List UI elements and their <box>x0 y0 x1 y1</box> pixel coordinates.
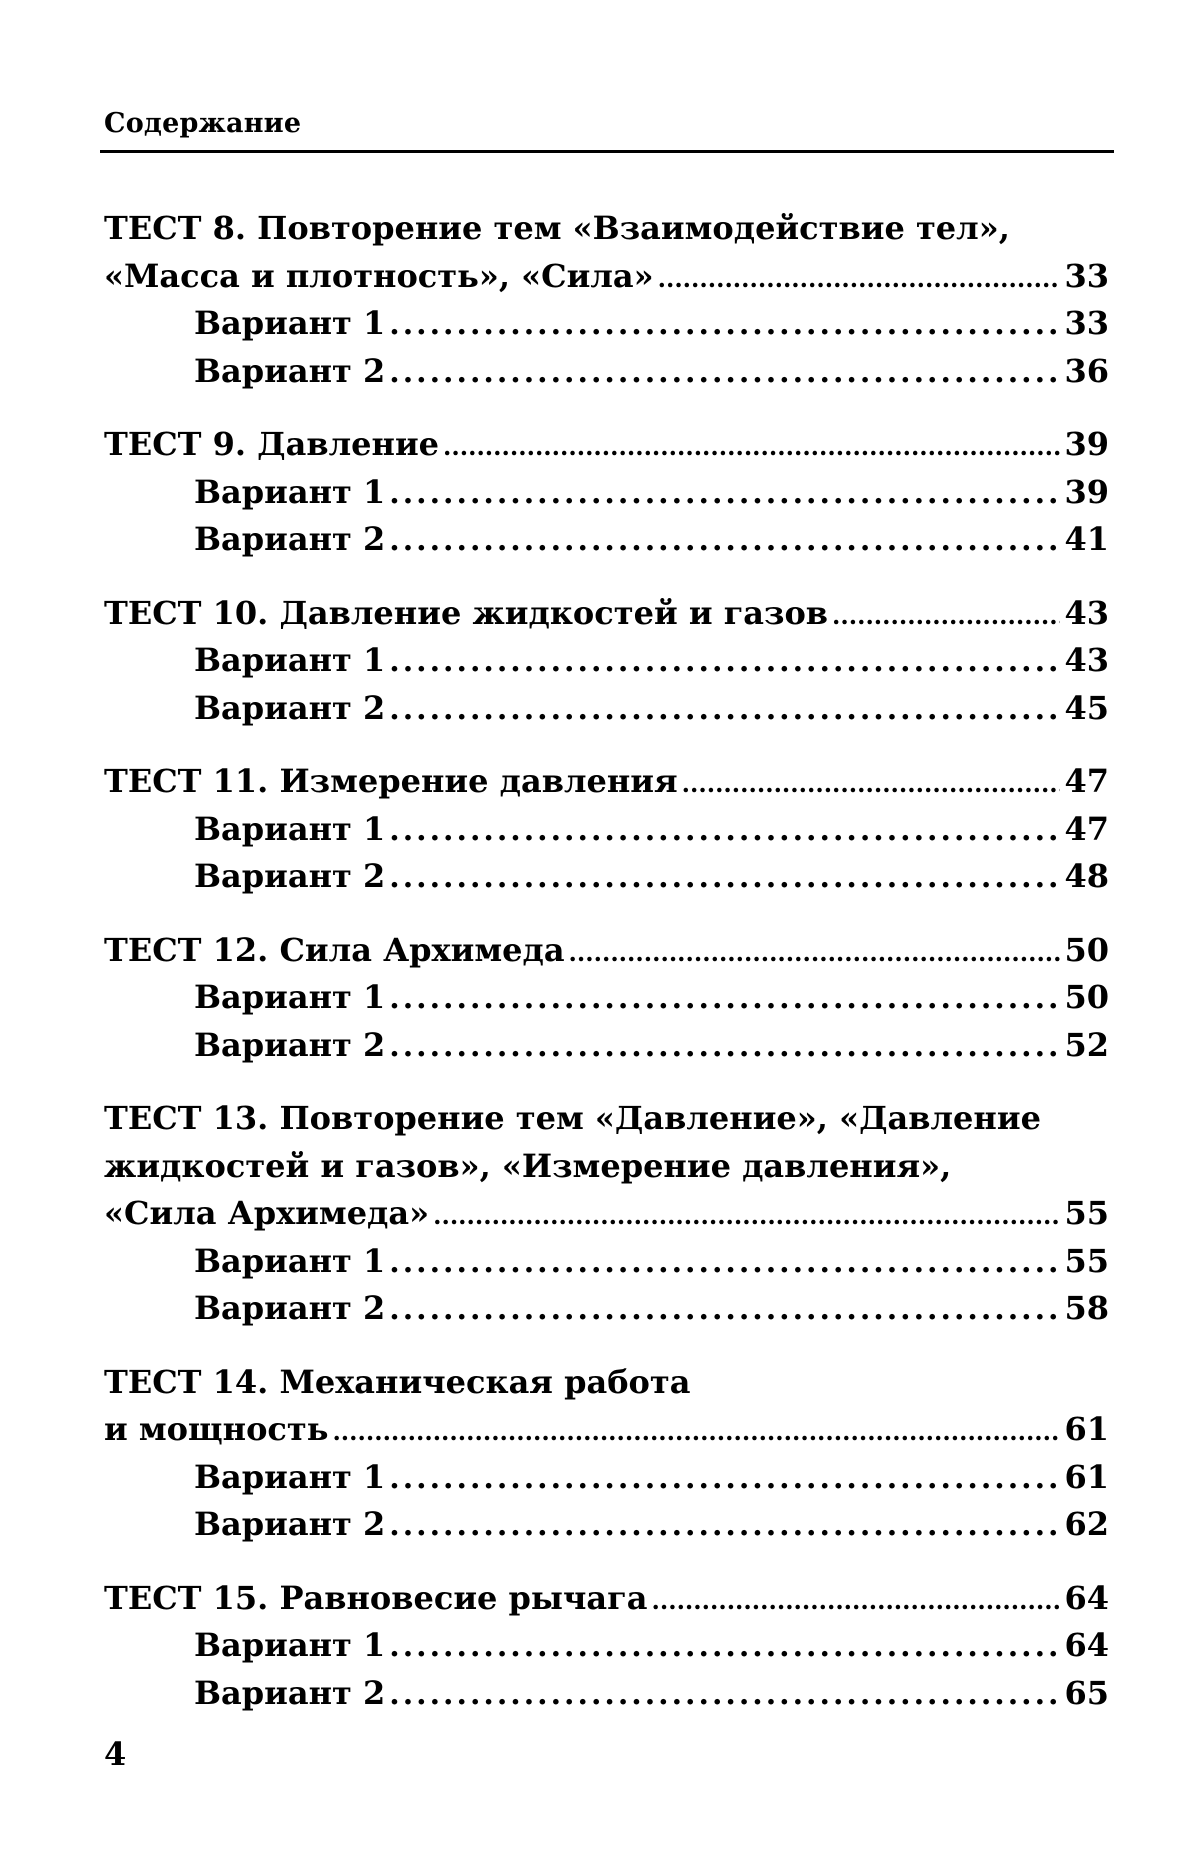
dot-leader <box>832 590 1060 640</box>
toc-variant-line <box>104 853 1109 901</box>
toc-entry-title: ТЕСТ 10. Давление жидкостей и газов <box>104 593 829 632</box>
toc-variant-page-number: 33 <box>1064 304 1109 342</box>
toc-variant-page-number: 65 <box>1064 1673 1109 1712</box>
toc-variant-label: Вариант 1 <box>194 809 386 848</box>
toc-entry-title: ТЕСТ 11. Измерение давления <box>104 762 678 800</box>
toc-variant-line <box>104 1285 1109 1333</box>
toc-entry-title-last-line <box>104 1575 1109 1623</box>
toc-variant-line <box>104 516 1109 564</box>
dot-leader <box>389 300 1060 349</box>
dot-leader <box>389 1454 1060 1503</box>
toc-entry-title-last-line <box>104 253 1109 301</box>
toc-entry-page-number: 33 <box>1064 256 1109 295</box>
dot-leader <box>389 685 1060 734</box>
dot-leader <box>389 1670 1060 1719</box>
toc-entry <box>104 758 1109 901</box>
toc-variant-page-number: 58 <box>1064 1289 1109 1327</box>
toc-variant-line <box>104 1670 1109 1718</box>
toc-variant-label: Вариант 2 <box>194 1505 386 1543</box>
toc-entry-page-number: 50 <box>1064 930 1109 969</box>
toc-entry-title-last-line <box>104 1190 1109 1238</box>
dot-leader <box>389 1622 1060 1671</box>
toc-entry-page-number: 39 <box>1064 425 1109 463</box>
toc-variant-page-number: 39 <box>1064 472 1109 511</box>
dot-leader <box>389 1022 1060 1071</box>
toc-variant-page-number: 48 <box>1064 857 1109 895</box>
toc-variant-label: Вариант 2 <box>194 1025 386 1064</box>
toc-variant-line <box>104 637 1109 685</box>
toc-variant-page-number: 47 <box>1064 809 1109 848</box>
toc-entry-title-last-line <box>104 927 1109 975</box>
toc-entry-title: ТЕСТ 12. Сила Архимеда <box>104 930 565 969</box>
toc-variant-page-number: 64 <box>1064 1626 1109 1664</box>
toc-entry-title: ТЕСТ 14. Механическая работа <box>104 1362 691 1401</box>
toc-entry-title: ТЕСТ 8. Повторение тем «Взаимодействие тел», <box>104 209 1010 247</box>
toc-entry-title-last-line <box>104 1406 1109 1454</box>
toc-variant-line <box>104 1501 1109 1549</box>
dot-leader <box>389 1238 1060 1287</box>
toc-variant-page-number: 41 <box>1064 520 1109 558</box>
toc-variant-line <box>104 974 1109 1022</box>
toc-variant-label: Вариант 1 <box>194 1457 386 1496</box>
toc-variant-page-number: 50 <box>1064 978 1109 1016</box>
toc-variant-label: Вариант 2 <box>194 520 386 558</box>
dot-leader <box>389 516 1060 565</box>
toc-variant-page-number: 36 <box>1064 351 1109 390</box>
dot-leader <box>658 253 1061 303</box>
toc-variant-label: Вариант 2 <box>194 688 386 727</box>
dot-leader <box>389 637 1060 686</box>
toc-entry-title-last-line <box>104 590 1109 638</box>
toc-variant-line <box>104 1238 1109 1286</box>
toc-variant-page-number: 62 <box>1064 1505 1109 1543</box>
toc-entry-page-number: 64 <box>1064 1578 1109 1617</box>
toc-variant-line <box>104 469 1109 517</box>
toc-entry-title-line <box>104 205 1109 253</box>
dot-leader <box>389 1501 1060 1550</box>
toc-entry-page-number: 61 <box>1064 1410 1109 1448</box>
toc-entry-page-number: 55 <box>1064 1194 1109 1232</box>
toc-variant-line <box>104 1622 1109 1670</box>
header-rule <box>100 150 1114 153</box>
running-header-title: Содержание <box>104 108 302 139</box>
toc-entry-title: ТЕСТ 9. Давление <box>104 425 440 463</box>
toc-variant-line <box>104 1022 1109 1070</box>
toc-variant-line <box>104 1454 1109 1502</box>
toc-entry-title-last-line <box>104 758 1109 806</box>
toc-entry-page-number: 47 <box>1064 762 1109 800</box>
toc-entry <box>104 1095 1109 1333</box>
toc-entry <box>104 205 1109 395</box>
toc-entry-title-line <box>104 1095 1109 1143</box>
toc-variant-line <box>104 348 1109 396</box>
dot-leader <box>389 469 1060 518</box>
toc-variant-label: Вариант 1 <box>194 1626 386 1664</box>
toc-entry <box>104 1575 1109 1718</box>
dot-leader <box>389 348 1060 397</box>
toc-entry <box>104 927 1109 1070</box>
toc-variant-label: Вариант 1 <box>194 641 386 679</box>
dot-leader <box>652 1575 1061 1625</box>
toc-entry-title-line <box>104 1359 1109 1407</box>
toc-entry <box>104 421 1109 564</box>
toc-variant-page-number: 61 <box>1064 1457 1109 1496</box>
dot-leader <box>433 1190 1060 1240</box>
dot-leader <box>682 758 1061 808</box>
toc-variant-page-number: 45 <box>1064 688 1109 727</box>
toc-variant-label: Вариант 2 <box>194 1289 386 1327</box>
page-number: 4 <box>104 1735 127 1773</box>
toc-entry-title: «Масса и плотность», «Сила» <box>104 256 654 295</box>
toc-variant-label: Вариант 1 <box>194 304 386 342</box>
toc-entry <box>104 590 1109 733</box>
dot-leader <box>332 1406 1060 1456</box>
dot-leader <box>569 927 1061 977</box>
toc-variant-page-number: 55 <box>1064 1241 1109 1280</box>
toc-entry-title: жидкостей и газов», «Измерение давления», <box>104 1146 952 1185</box>
toc-variant-label: Вариант 2 <box>194 351 386 390</box>
table-of-contents <box>104 205 1109 1743</box>
toc-variant-page-number: 52 <box>1064 1025 1109 1064</box>
toc-variant-label: Вариант 2 <box>194 857 386 895</box>
toc-variant-line <box>104 300 1109 348</box>
toc-variant-line <box>104 806 1109 854</box>
toc-variant-label: Вариант 1 <box>194 1241 386 1280</box>
toc-entry-title: «Сила Архимеда» <box>104 1194 430 1232</box>
toc-variant-label: Вариант 1 <box>194 978 386 1016</box>
toc-entry <box>104 1359 1109 1549</box>
toc-variant-page-number: 43 <box>1064 641 1109 679</box>
dot-leader <box>389 853 1060 902</box>
toc-entry-title: ТЕСТ 13. Повторение тем «Давление», «Давление <box>104 1099 1041 1137</box>
dot-leader <box>443 421 1060 471</box>
dot-leader <box>389 1285 1060 1334</box>
toc-variant-line <box>104 685 1109 733</box>
toc-entry-page-number: 43 <box>1064 593 1109 632</box>
toc-entry-title-last-line <box>104 421 1109 469</box>
toc-variant-label: Вариант 2 <box>194 1673 386 1712</box>
toc-entry-title: ТЕСТ 15. Равновесие рычага <box>104 1578 648 1617</box>
toc-entry-title: и мощность <box>104 1410 329 1448</box>
dot-leader <box>389 974 1060 1023</box>
toc-variant-label: Вариант 1 <box>194 472 386 511</box>
dot-leader <box>389 806 1060 855</box>
toc-entry-title-line <box>104 1143 1109 1191</box>
